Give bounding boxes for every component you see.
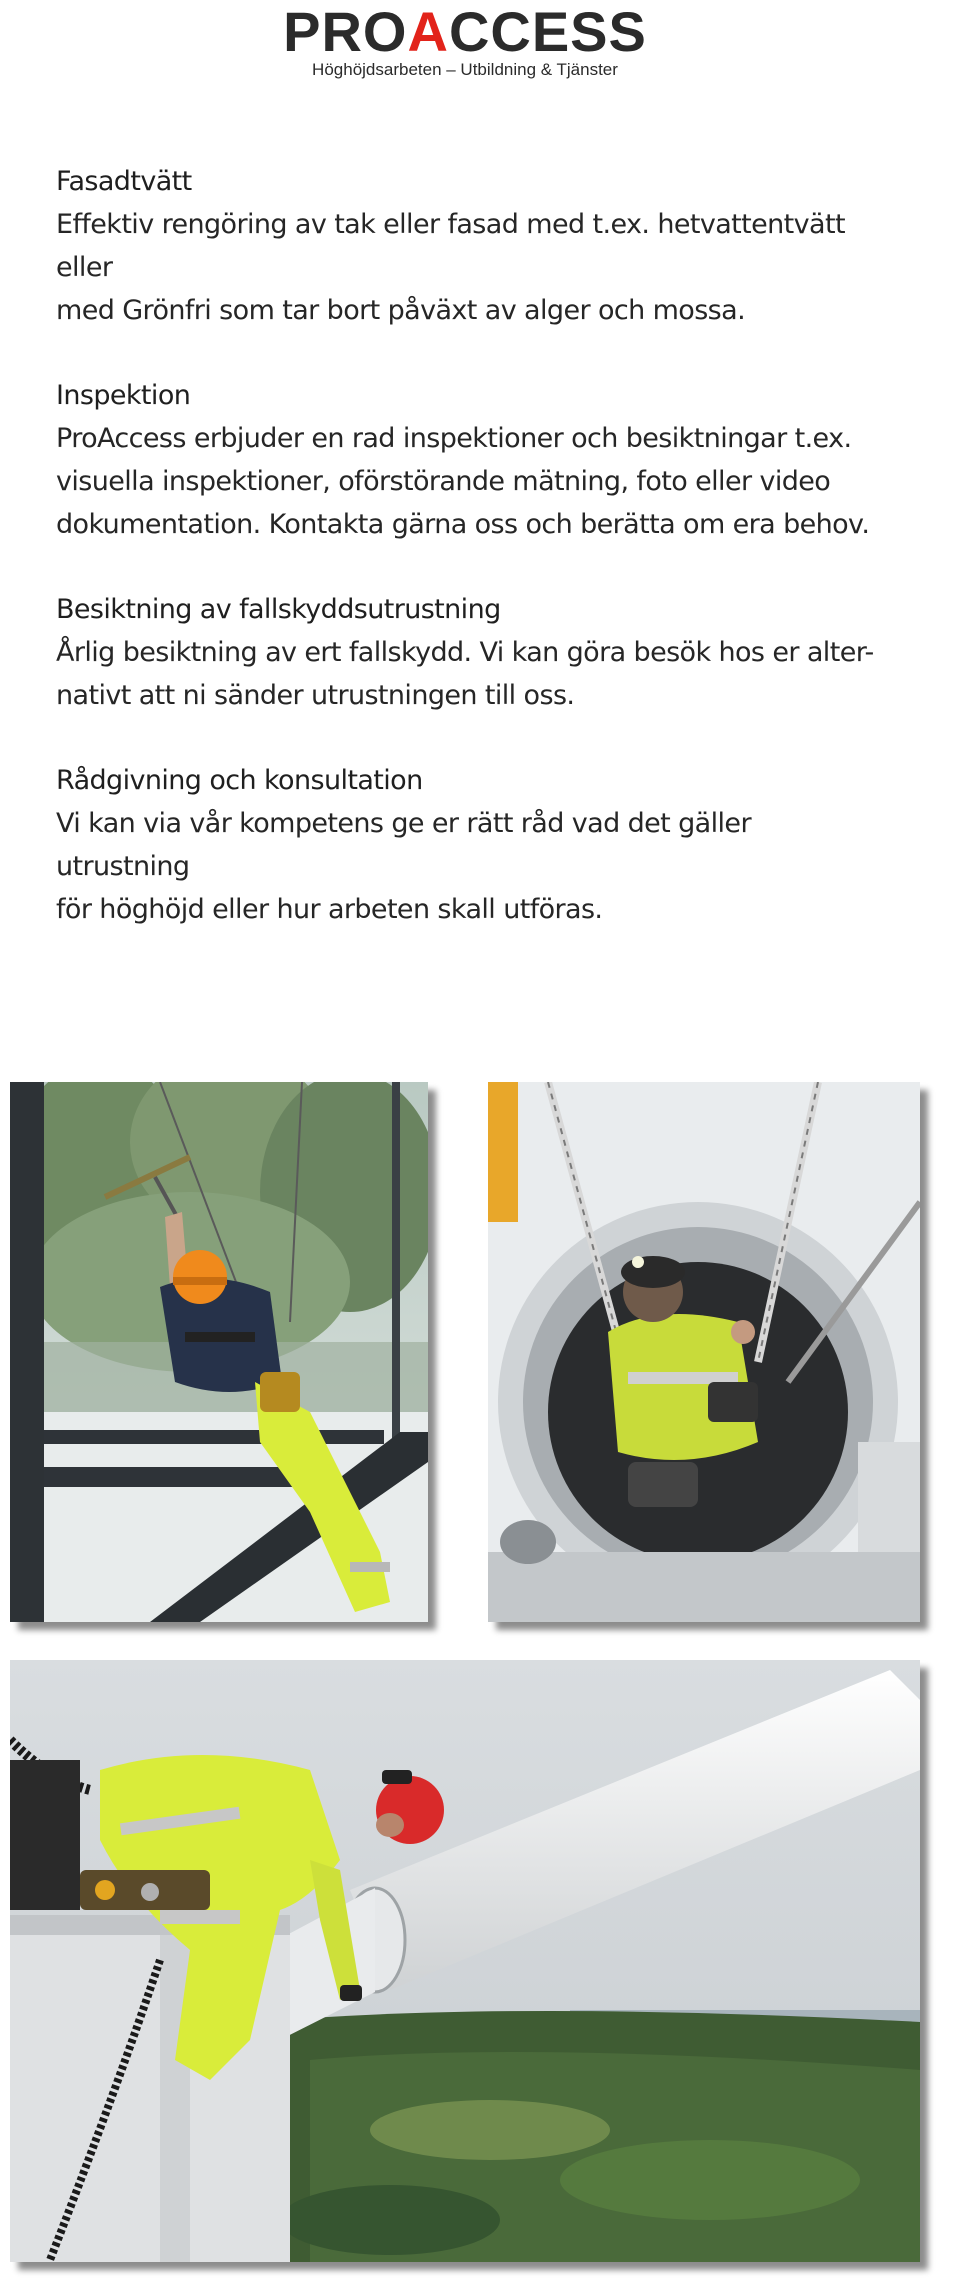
service-title: Besiktning av fallskyddsutrustning [56,594,501,625]
service-description: Årlig besiktning av ert fallskydd. Vi kan göra besök hos er alter- nativt att ni sänder utrustningen till oss. [56,637,874,711]
service-title: Fasadtvätt [56,166,192,197]
logo-wordmark [0,2,960,62]
service-title: Inspektion [56,380,191,411]
services-list [56,160,876,973]
photo-wind-turbine [10,1660,920,2262]
tower-inspection-illustration [488,1082,920,1622]
service-title: Rådgivning och konsultation [56,765,423,796]
service-radgivning [56,759,876,931]
service-fasadtvatt [56,160,876,332]
logo-part-pro: PRO [283,0,408,63]
service-description: Vi kan via vår kompetens ge er rätt råd vad det gäller utrustning för höghöjd eller hur arbeten skall utföras. [56,808,751,925]
wind-turbine-illustration [10,1660,920,2262]
photo-facade-cleaning [10,1082,428,1622]
logo-tagline: Höghöjdsarbeten – Utbildning & Tjänster [312,60,618,79]
logo-part-accent: A [407,0,449,63]
service-besiktning [56,588,876,717]
service-inspektion [56,374,876,546]
facade-cleaning-illustration [10,1082,428,1622]
service-description: Effektiv rengöring av tak eller fasad med t.ex. hetvattentvätt eller med Grönfri som tar bort påväxt av alger och mossa. [56,209,845,326]
photo-tower-inspection [488,1082,920,1622]
service-description: ProAccess erbjuder en rad inspektioner och besiktningar t.ex. visuella inspektioner, oförstörande mätning, foto eller video dokumentation. Kontakta gärna oss och berätta om era behov. [56,423,870,540]
company-logo [0,2,960,80]
logo-part-ccess: CCESS [448,0,647,63]
